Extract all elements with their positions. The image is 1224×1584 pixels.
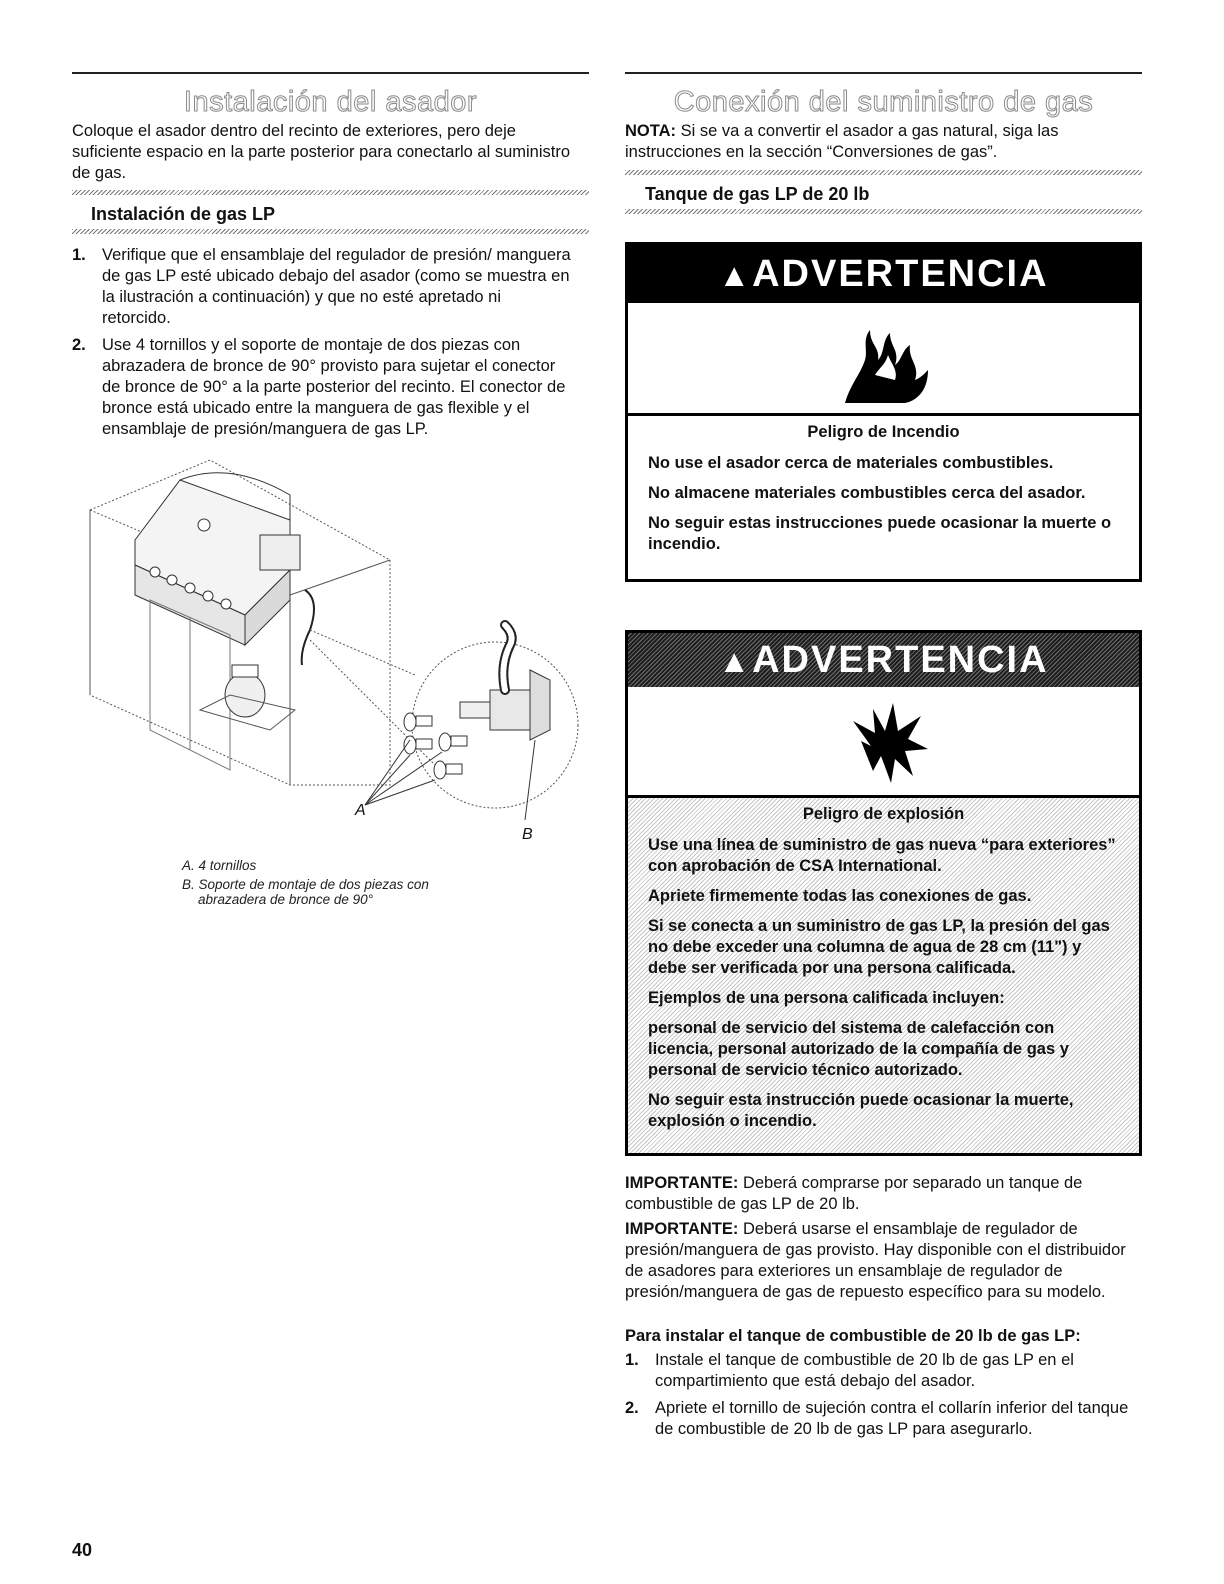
- list-item: [625, 1350, 1130, 1392]
- left-intro: Coloque el asador dentro del recinto de exteriores, pero deje suficiente espacio en la parte posterior para conectarlo al suministro de gas.: [72, 122, 571, 182]
- step-number: 1.: [72, 246, 86, 264]
- warning-line: No seguir estas instrucciones puede ocasionar la muerte o incendio.: [648, 514, 1112, 553]
- left-subhead-bottom-hatch: [72, 229, 589, 234]
- warning-triangle-icon: ▲: [718, 643, 753, 679]
- left-section-title: Instalación del asador: [183, 86, 478, 118]
- left-subhead-top-hatch: [72, 190, 589, 195]
- figure-label-a: A: [355, 802, 366, 819]
- warning-line: Si se conecta a un suministro de gas LP, la presión del gas no debe exceder una columna de agua de 28 cm (11") y debe ser verificada por una persona calificada.: [648, 917, 1110, 977]
- step-text: Verifique que el ensamblaje del regulador de presión/ manguera de gas LP esté ubicado debajo del asador (como se muestra en la ilustración a continuación) y que no esté apretado ni retorcido.: [102, 246, 571, 327]
- list-item: [72, 245, 572, 329]
- install-heading: Para instalar el tanque de combustible de 20 lb de gas LP:: [625, 1327, 1081, 1345]
- warning-header-text: ADVERTENCIA: [752, 253, 1049, 295]
- right-subhead-top-hatch: [625, 170, 1142, 175]
- warning-header: [628, 245, 1139, 303]
- warning-body: [628, 416, 1139, 574]
- important-note-1: [625, 1173, 1135, 1215]
- important-label: IMPORTANTE:: [625, 1174, 739, 1192]
- left-subhead: Instalación de gas LP: [91, 204, 276, 224]
- right-subhead: Tanque de gas LP de 20 lb: [645, 184, 870, 204]
- nota-paragraph: [625, 121, 1135, 163]
- step-text: Apriete el tornillo de sujeción contra el collarín inferior del tanque de combustible de 20 lb de gas LP para asegurarlo.: [655, 1399, 1129, 1438]
- explosion-warning-box: [625, 630, 1142, 1156]
- right-top-rule: [625, 72, 1142, 74]
- hazard-title: Peligro de explosión: [802, 805, 965, 823]
- warning-body: [628, 798, 1139, 1151]
- important-note-2: [625, 1219, 1135, 1303]
- install-steps-list: [625, 1350, 1130, 1446]
- warning-line: No seguir esta instrucción puede ocasionar la muerte, explosión o incendio.: [648, 1091, 1074, 1130]
- nota-text: Si se va a convertir el asador a gas natural, siga las instrucciones en la sección “Conversiones de gas”.: [625, 122, 1059, 161]
- grill-installation-illustration: [80, 440, 590, 850]
- warning-header: [628, 633, 1139, 687]
- step-text: Instale el tanque de combustible de 20 lb de gas LP en el compartimiento que está debajo del asador.: [655, 1351, 1074, 1390]
- explosion-icon: [843, 701, 933, 786]
- warning-line: No almacene materiales combustibles cerca del asador.: [648, 484, 1086, 502]
- figure-label-b: B: [522, 826, 533, 843]
- warning-line: Use una línea de suministro de gas nueva “para exteriores” con aprobación de CSA International.: [648, 836, 1116, 875]
- figure-caption-b-cont: abrazadera de bronce de 90°: [198, 892, 374, 907]
- warning-line: personal de servicio del sistema de calefacción con licencia, personal autorizado de la compañía de gas y personal de servicio técnico autorizado.: [648, 1019, 1069, 1079]
- left-top-rule: [72, 72, 589, 74]
- warning-line: Ejemplos de una persona calificada incluyen:: [648, 989, 1005, 1007]
- warning-line: No use el asador cerca de materiales combustibles.: [648, 454, 1054, 472]
- fire-warning-box: [625, 242, 1142, 582]
- list-item: [625, 1398, 1130, 1440]
- figure-caption-a: A. 4 tornillos: [182, 858, 257, 873]
- step-number: 2.: [625, 1399, 639, 1417]
- warning-icon-area: [628, 303, 1139, 416]
- right-section-title: Conexión del suministro de gas: [673, 86, 1094, 118]
- right-subhead-bottom-hatch: [625, 209, 1142, 214]
- important-text: Deberá comprarse por separado un tanque de combustible de gas LP de 20 lb.: [625, 1174, 1083, 1213]
- step-text: Use 4 tornillos y el soporte de montaje de dos piezas con abrazadera de bronce de 90° provisto para sujetar el conector de bronce de 90° a la parte posterior del recinto. El conector de bronce está ubicado entre la manguera de gas flexible y el ensamblaje de presión/manguera de gas LP.: [102, 336, 566, 438]
- warning-header-text: ADVERTENCIA: [752, 639, 1049, 681]
- figure-caption-b: B. Soporte de montaje de dos piezas con: [182, 877, 429, 892]
- left-steps-list: [72, 245, 572, 446]
- warning-line: Apriete firmemente todas las conexiones de gas.: [648, 887, 1032, 905]
- nota-label: NOTA:: [625, 122, 677, 140]
- fire-icon: [840, 315, 930, 405]
- list-item: [72, 335, 572, 440]
- hazard-title: Peligro de Incendio: [807, 423, 960, 441]
- warning-icon-area: [628, 687, 1139, 798]
- warning-triangle-icon: ▲: [718, 257, 753, 293]
- step-number: 1.: [625, 1351, 639, 1369]
- important-text: Deberá usarse el ensamblaje de regulador de presión/manguera de gas provisto. Hay disponible con el distribuidor de asadores para exteriores un ensamblaje de regulador de presión/manguera de gas de repuesto específico para su modelo.: [625, 1220, 1126, 1301]
- important-label: IMPORTANTE:: [625, 1220, 739, 1238]
- page-number: 40: [72, 1540, 93, 1560]
- step-number: 2.: [72, 336, 86, 354]
